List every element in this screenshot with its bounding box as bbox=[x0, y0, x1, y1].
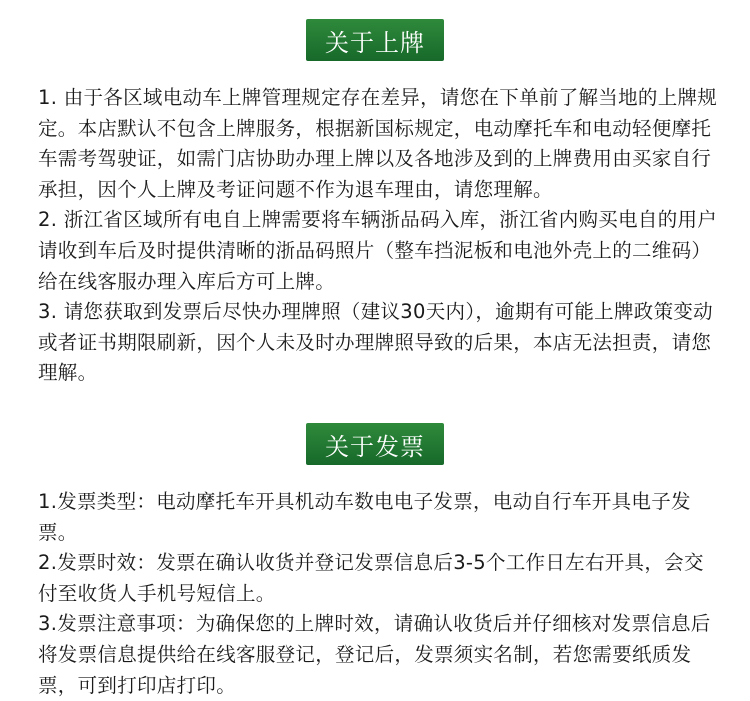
invoice-paragraph-3: 3.发票注意事项：为确保您的上牌时效，请确认收货后并仔细核对发票信息后将发票信息提供给在线客服登记，登记后，发票须实名制，若您需要纸质发票，可到打印店打印。 bbox=[38, 612, 711, 697]
license-info-block bbox=[38, 83, 722, 389]
invoice-info-block bbox=[38, 487, 722, 701]
invoice-paragraph-1: 1.发票类型：电动摩托车开具机动车数电电子发票，电动自行车开具电子发票。 bbox=[38, 490, 691, 544]
section-title-invoice: 关于发票 bbox=[306, 423, 444, 465]
license-paragraph-2: 2. 浙江省区域所有电自上牌需要将车辆浙品码入库，浙江省内购买电自的用户请收到车后及时提供清晰的浙品码照片（整车挡泥板和电池外壳上的二维码）给在线客服办理入库后方可上牌。 bbox=[38, 208, 718, 293]
section-title-license: 关于上牌 bbox=[306, 19, 444, 61]
license-paragraph-3: 3. 请您获取到发票后尽快办理牌照（建议30天内），逾期有可能上牌政策变动或者证书期限刷新，因个人未及时办理牌照导致的后果，本店无法担责，请您理解。 bbox=[38, 300, 713, 385]
license-paragraph-1: 1. 由于各区域电动车上牌管理规定存在差异，请您在下单前了解当地的上牌规定。本店默认不包含上牌服务，根据新国标规定，电动摩托车和电动轻便摩托车需考驾驶证，如需门店协助办理上牌以及各地涉及到的上牌费用由买家自行承担，因个人上牌及考证问题不作为退车理由，请您理解。 bbox=[38, 86, 718, 201]
invoice-paragraph-2: 2.发票时效：发票在确认收货并登记发票信息后3-5个工作日左右开具，会交付至收货人手机号短信上。 bbox=[38, 551, 704, 605]
